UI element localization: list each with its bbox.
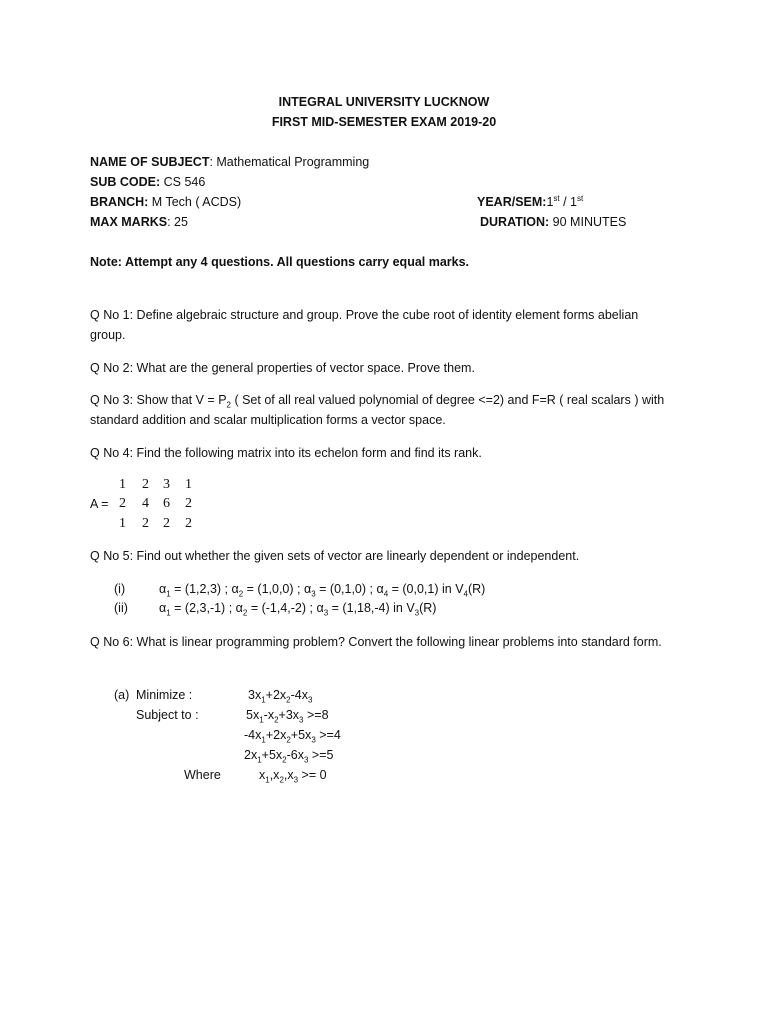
maxmarks-value: : 25	[167, 215, 188, 229]
university-title: INTEGRAL UNIVERSITY LUCKNOW	[278, 95, 490, 109]
vector-text: = (1,2,3) ;	[170, 582, 232, 596]
matrix-cell: 1	[119, 477, 126, 492]
subscript: 1	[265, 775, 270, 785]
expr-term: -x	[263, 708, 275, 722]
matrix-label: A =	[90, 497, 109, 511]
duration-line	[480, 214, 626, 230]
subject-line	[90, 154, 369, 170]
vector-set-ii	[159, 600, 436, 616]
matrix-cell: 2	[185, 496, 192, 511]
subscript: 3	[311, 589, 316, 599]
expr-term: x	[259, 768, 266, 782]
expr-term: ,x	[269, 768, 280, 782]
subscript: 1	[261, 695, 266, 705]
question-1: Q No 1: Define algebraic structure and group. Prove the cube root of identity element forms abelian group.	[90, 308, 639, 342]
subcode-label: SUB CODE:	[90, 175, 161, 189]
subscript: 4	[463, 589, 468, 599]
subscript: 3	[414, 608, 420, 618]
alpha-symbol: α	[376, 582, 384, 596]
exam-title: FIRST MID-SEMESTER EXAM 2019-20	[271, 115, 497, 129]
subscript: 3	[293, 775, 299, 785]
branch-line	[90, 194, 241, 210]
vector-text: = (0,1,0) ;	[315, 582, 377, 596]
alpha-symbol: α	[231, 582, 239, 596]
matrix-cell: 2	[142, 477, 149, 492]
matrix-cell: 2	[163, 516, 170, 531]
subscript: 4	[383, 589, 389, 599]
subscript: 1	[166, 608, 171, 618]
subscript: 3	[323, 608, 329, 618]
expr-term: +3x	[278, 708, 300, 722]
duration-label: DURATION:	[480, 215, 550, 229]
sem-suffix: st	[577, 193, 584, 203]
subject-value: : Mathematical Programming	[209, 155, 370, 169]
matrix-cell: 2	[119, 496, 126, 511]
vector-text: = (2,3,-1) ;	[170, 601, 236, 615]
question-3	[90, 390, 670, 430]
maxmarks-line	[90, 214, 188, 230]
expr-term: -4x	[290, 688, 308, 702]
expr-term: >=4	[315, 728, 341, 742]
subscript: 2	[286, 695, 291, 705]
vector-text: = (0,0,1) in V	[388, 582, 464, 596]
question-2: Q No 2: What are the general properties of vector space. Prove them.	[90, 361, 475, 375]
vector-text: (R)	[419, 601, 437, 615]
expr-term: +5x	[261, 748, 283, 762]
year-suffix: st	[553, 193, 560, 203]
lpp-nonnegativity	[259, 767, 327, 783]
subscript: 3	[299, 715, 304, 725]
matrix-cell: 4	[142, 496, 149, 511]
matrix-cell: 1	[185, 477, 192, 492]
subscript: 2	[242, 608, 248, 618]
lpp-constraint-3	[244, 747, 333, 763]
subscript: 1	[261, 735, 266, 745]
vector-text: (R)	[467, 582, 486, 596]
duration-value: 90 MINUTES	[549, 215, 627, 229]
branch-label: BRANCH:	[90, 195, 149, 209]
expr-term: +2x	[265, 728, 287, 742]
subscript: 1	[166, 589, 171, 599]
alpha-symbol: α	[235, 601, 243, 615]
where-label: Where	[184, 768, 221, 782]
subscript: 1	[259, 715, 264, 725]
vector-text: = (1,18,-4) in V	[328, 601, 415, 615]
alpha-symbol: α	[303, 582, 312, 596]
question-6: Q No 6: What is linear programming problem? Convert the following linear problems into standard form.	[90, 635, 662, 649]
yearsem-label: YEAR/SEM:	[477, 195, 547, 209]
expr-term: -4x	[244, 728, 262, 742]
subscript: 3	[308, 695, 313, 705]
question-3-part-b: ( Set of all real valued polynomial of degree <=2) and F=R ( real scalars ) with standard addition and scalar multiplication forms a vector space.	[90, 393, 665, 427]
alpha-symbol: α	[316, 601, 324, 615]
subscript: 3	[304, 755, 309, 765]
expr-term: >= 0	[298, 768, 327, 782]
sem-value: / 1	[559, 195, 578, 209]
yearsem-line	[477, 194, 583, 210]
matrix-cell: 6	[163, 496, 170, 511]
expr-term: >=8	[303, 708, 329, 722]
subscript: 2	[274, 715, 279, 725]
matrix-cell: 1	[119, 516, 126, 531]
subcode-line	[90, 174, 205, 190]
expr-term: +2x	[265, 688, 287, 702]
expr-term: ,x	[283, 768, 294, 782]
vector-set-i-label: (i)	[114, 582, 126, 596]
vector-text: = (-1,4,-2) ;	[247, 601, 317, 615]
vector-set-ii-label: (ii)	[114, 601, 128, 615]
expr-term: 5x	[246, 708, 260, 722]
exam-note: Note: Attempt any 4 questions. All questions carry equal marks.	[90, 255, 470, 269]
subscript: 1	[257, 755, 262, 765]
subcode-value: CS 546	[160, 175, 206, 189]
lpp-constraint-2	[244, 727, 341, 743]
vector-set-i	[159, 581, 485, 597]
question-3-subscript: 2	[226, 400, 231, 410]
lpp-a-label: (a)	[114, 688, 130, 702]
matrix-cell: 2	[142, 516, 149, 531]
matrix-cell: 3	[163, 477, 170, 492]
question-3-part-a: Q No 3: Show that V = P	[90, 393, 227, 407]
vector-text: = (1,0,0) ;	[243, 582, 304, 596]
lpp-constraint-1	[246, 707, 329, 723]
minimize-label: Minimize :	[136, 688, 193, 702]
question-5: Q No 5: Find out whether the given sets of vector are linearly dependent or independent.	[90, 549, 580, 563]
lpp-objective	[248, 687, 312, 703]
subscript: 3	[311, 735, 316, 745]
branch-value: M Tech ( ACDS)	[148, 195, 242, 209]
maxmarks-label: MAX MARKS	[90, 215, 168, 229]
question-4: Q No 4: Find the following matrix into its echelon form and find its rank.	[90, 446, 482, 460]
expr-term: 3x	[248, 688, 262, 702]
subscript: 2	[238, 589, 244, 599]
year-value: 1	[546, 195, 554, 209]
subscript: 2	[279, 775, 284, 785]
subject-to-label: Subject to :	[136, 708, 199, 722]
subscript: 2	[282, 755, 287, 765]
expr-term: +5x	[290, 728, 312, 742]
subscript: 2	[286, 735, 291, 745]
alpha-symbol: α	[159, 582, 167, 596]
expr-term: 2x	[244, 748, 258, 762]
expr-term: -6x	[286, 748, 304, 762]
expr-term: >=5	[308, 748, 334, 762]
matrix-cell: 2	[185, 516, 192, 531]
subject-label: NAME OF SUBJECT	[90, 155, 210, 169]
alpha-symbol: α	[159, 601, 167, 615]
